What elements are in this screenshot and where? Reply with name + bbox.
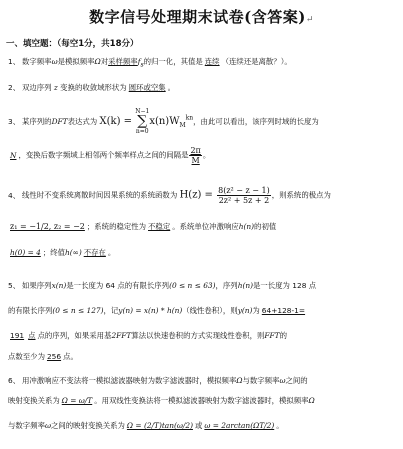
question-6-cont bbox=[8, 396, 398, 406]
paragraph-mark: ↵ bbox=[305, 15, 314, 25]
question-number: 2、 bbox=[8, 83, 21, 92]
q5-text: 的有限长序列 bbox=[8, 306, 53, 315]
z-symbol: z bbox=[51, 83, 61, 92]
q1-text: 采样频率 bbox=[108, 57, 138, 66]
q4-text: ；终值 bbox=[42, 248, 66, 257]
omega-symbol: ω bbox=[51, 57, 58, 66]
question-number: 4、 bbox=[8, 190, 21, 200]
q5-text: 如果序列 bbox=[22, 281, 52, 290]
question-1 bbox=[8, 57, 398, 70]
q6-text: 映射变换关系为 bbox=[8, 396, 60, 405]
question-4-cont bbox=[8, 222, 398, 232]
q6-text: 与数字频率 bbox=[242, 376, 280, 385]
answer-blank: Ω = (2/T)tan(ω/2) bbox=[126, 421, 193, 430]
hn-symbol: h(n) bbox=[238, 222, 255, 231]
q4-text: 的初值 bbox=[254, 222, 277, 231]
q4-text: ；系统的稳定性为 bbox=[86, 222, 147, 231]
section-label: 一、填空题： bbox=[6, 39, 58, 49]
q5-text: 的 bbox=[279, 331, 287, 340]
q5-text: 算法以快速卷积的方式实现线性卷积，则 bbox=[131, 331, 265, 340]
range-symbol: (0 ≤ n ≤ 127) bbox=[52, 306, 104, 315]
question-number: 1、 bbox=[8, 57, 21, 66]
question-6-cont2 bbox=[8, 421, 398, 431]
question-3-cont bbox=[8, 146, 398, 165]
q5-text: 点数至少为 bbox=[8, 352, 45, 361]
q5-text: 是一长度为 64 点的有限长序列 bbox=[66, 281, 170, 290]
q6-text: 之间的 bbox=[285, 376, 308, 385]
final-value-symbol: h(∞) bbox=[65, 248, 82, 257]
answer-blank-fraction bbox=[189, 146, 201, 165]
answer-blank-poles: z₁ = −1/2, z₂ = −2 bbox=[10, 222, 85, 231]
fs-symbol: $f_s$ bbox=[137, 57, 144, 69]
q5-text: ，序列 bbox=[215, 281, 238, 290]
answer-blank: 256 bbox=[46, 352, 62, 361]
question-2 bbox=[8, 83, 398, 93]
answer-blank: 64+128-1= bbox=[261, 306, 306, 315]
answer-blank: Ω = ω/T bbox=[61, 396, 93, 405]
answer-blank: N bbox=[10, 150, 17, 160]
hz-fraction bbox=[217, 186, 271, 205]
q5-text: 点的序列，如果采用基 bbox=[37, 331, 112, 340]
system-function: H(z) = bbox=[179, 189, 217, 201]
q5-text: （线性卷积），则 bbox=[182, 306, 238, 315]
capital-omega-symbol: Ω bbox=[94, 57, 101, 66]
question-5-cont2 bbox=[8, 331, 398, 341]
section-heading bbox=[6, 37, 139, 49]
q2-text: 双边序列 bbox=[22, 83, 52, 92]
question-5-cont bbox=[8, 306, 398, 316]
question-4-cont2 bbox=[8, 248, 398, 258]
question-number: 3、 bbox=[8, 117, 21, 126]
summation: N−1 ∑ n=0 bbox=[135, 108, 150, 135]
answer-blank: 不存在 bbox=[83, 248, 106, 257]
dft-formula: X(k) = N−1 ∑ $n=0x(n)W_M^{kn}$ bbox=[99, 108, 194, 135]
answer-blank: ω = 2arctan(ΩT/2) bbox=[204, 421, 275, 430]
xn-symbol: x(n) bbox=[51, 281, 67, 290]
q3-text: 。 bbox=[202, 150, 211, 160]
convolution-symbol: y(n) = x(n) * h(n) bbox=[118, 306, 183, 315]
q4-text: 线性时不变系统离散时间因果系统的系统函数为 bbox=[22, 190, 178, 200]
section-points: （每空1分，共18分） bbox=[57, 39, 139, 49]
answer-blank: 191 bbox=[10, 331, 25, 340]
answer-blank: 不稳定 bbox=[148, 222, 171, 231]
exam-title-text: 数字信号处理期末试卷(含答案) bbox=[89, 8, 306, 26]
dft-symbol: DFT bbox=[51, 117, 68, 126]
q1-text: 是模拟频率 bbox=[57, 57, 95, 66]
question-6 bbox=[8, 376, 398, 386]
question-5-cont3 bbox=[8, 352, 398, 362]
fraction-numerator: 8(z² − z − 1) bbox=[218, 186, 270, 195]
q1-text: 的归一化，其值是 bbox=[143, 57, 203, 66]
fft-symbol: FFT bbox=[264, 331, 280, 340]
q1-text: （连续还是离散？）。 bbox=[221, 57, 292, 66]
q3-text: 某序列的 bbox=[22, 117, 52, 126]
fraction-denominator: 2z² + 5z + 2 bbox=[218, 196, 270, 205]
q6-text: 。用双线性变换法将一模拟滤波器映射为数字滤波器时，模拟频率 bbox=[94, 396, 309, 405]
q6-text: 与数字频率 bbox=[8, 421, 45, 430]
question-4 bbox=[8, 186, 398, 205]
fraction-denominator: M bbox=[191, 156, 200, 165]
q5-text: 点。 bbox=[63, 352, 78, 361]
q1-text: 对 bbox=[100, 57, 109, 66]
q2-text: 变换的收敛域形状为 bbox=[60, 83, 127, 92]
question-number: 5、 bbox=[8, 281, 21, 290]
q6-text: 。 bbox=[276, 421, 284, 430]
q4-text: 。 bbox=[107, 248, 116, 257]
q5-text: ，记 bbox=[103, 306, 119, 315]
hn-symbol: h(n) bbox=[237, 281, 253, 290]
q5-text: 为 bbox=[252, 306, 260, 315]
question-5 bbox=[8, 281, 398, 291]
capital-omega-symbol: Ω bbox=[308, 396, 315, 405]
question-number: 6、 bbox=[8, 376, 21, 385]
yn-symbol: y(n) bbox=[237, 306, 253, 315]
capital-omega-symbol: Ω bbox=[236, 376, 243, 385]
q6-text: 或 bbox=[194, 421, 203, 430]
q3-text: ，由此可以看出，该序列时域的长度为 bbox=[193, 117, 319, 126]
q6-text: 之间的映射变换关系为 bbox=[51, 421, 125, 430]
omega-symbol: ω bbox=[279, 376, 286, 385]
fraction-numerator: 2π bbox=[190, 146, 201, 155]
q5-text: 是一长度为 128 点 bbox=[252, 281, 317, 290]
answer-blank: 连续 bbox=[204, 57, 220, 66]
q6-text: 用冲激响应不变法将一模拟滤波器映射为数字滤波器时，模拟频率 bbox=[22, 376, 237, 385]
range-symbol: (0 ≤ n ≤ 63) bbox=[169, 281, 216, 290]
answer-blank: 圆环或空集 bbox=[128, 83, 166, 92]
exam-title bbox=[0, 6, 403, 27]
q4-text: ，则系统的极点为 bbox=[271, 190, 331, 200]
fft-symbol: 2FFT bbox=[111, 331, 132, 340]
q5-text: 点 bbox=[28, 331, 36, 340]
q1-text: 数字频率 bbox=[22, 57, 52, 66]
q4-text: 。系统单位冲激响应 bbox=[172, 222, 239, 231]
omega-symbol: ω bbox=[44, 421, 51, 430]
question-3 bbox=[8, 108, 398, 135]
q3-text: ，变换后数字频域上相邻两个频率样点之间的间隔是 bbox=[18, 150, 189, 160]
answer-blank: h(0) = 4 bbox=[10, 248, 41, 257]
q2-text: 。 bbox=[167, 83, 176, 92]
q3-text: 表达式为 bbox=[67, 117, 98, 126]
